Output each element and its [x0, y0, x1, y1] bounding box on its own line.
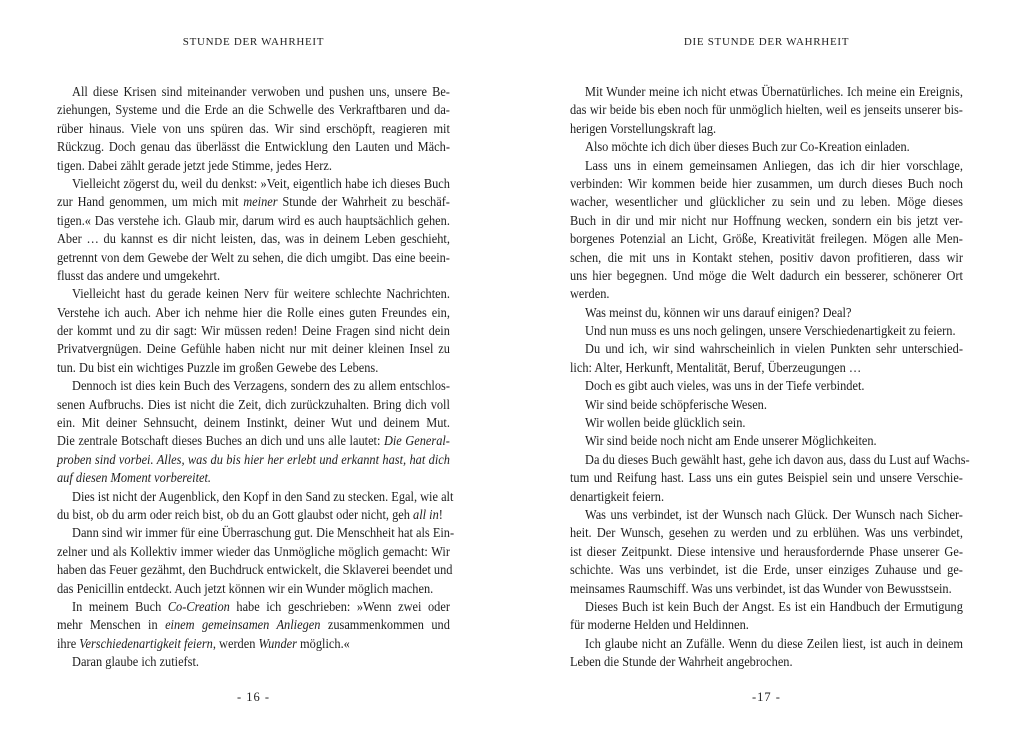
body-text: flusst das andere und umgekehrt.: [57, 268, 221, 284]
body-text: tigen.« Das verstehe ich. Glaub mir, darum wird es auch hauptsächlich gehen.: [57, 213, 450, 229]
text-line: [570, 415, 963, 433]
text-line: [57, 433, 450, 451]
text-line: [57, 176, 450, 194]
text-line: [570, 121, 963, 139]
text-line: [570, 636, 963, 654]
page-number-right: -17 -: [752, 690, 781, 704]
body-text: tum und Reifung hast. Lass uns ein gutes Beispiel sein und unsere Verschie-: [570, 471, 963, 487]
text-line: [57, 121, 450, 139]
text-line: [570, 562, 963, 580]
paragraph: [57, 654, 450, 672]
text-block-left: [57, 84, 455, 673]
body-text: das wir beide bis eben noch für unmöglich hielten, weil es jenseits unserer bis-: [570, 103, 963, 119]
body-text: für moderne Helden und Heldinnen.: [570, 618, 749, 634]
text-line: [570, 305, 963, 323]
text-line: [57, 84, 450, 102]
italic-text: all in: [413, 507, 439, 523]
text-line: [57, 636, 450, 654]
text-line: [57, 158, 450, 176]
body-text: Was uns verbindet, ist der Wunsch nach Glück. Der Wunsch nach Sicher-: [585, 507, 963, 523]
paragraph: [570, 139, 963, 157]
text-line: [57, 599, 450, 617]
body-text: ist dieser Zeitpunkt. Diese intensive und herausfordernde Phase unserer Ge-: [570, 544, 963, 560]
text-line: [57, 581, 450, 599]
body-text: du bist, ob du arm oder reich bist, ob du an Gott glaubst oder nicht, geh: [57, 507, 414, 523]
body-text: werden.: [570, 287, 610, 303]
body-text: senen Aufbruchs. Dies ist nicht die Zeit, dich zurückzuhalten. Bring dich voll: [57, 397, 450, 413]
italic-text: Die General-: [383, 434, 450, 450]
paragraph: [570, 507, 963, 599]
italic-text: Wunder: [258, 636, 297, 652]
paragraph: [57, 84, 450, 176]
body-text: denartigkeit feiern.: [570, 489, 665, 505]
text-line: [570, 452, 970, 470]
body-text: Dies ist nicht der Augenblick, den Kopf in den Sand zu stecken. Egal, wie alt: [72, 489, 454, 505]
body-text: Dieses Buch ist kein Buch der Angst. Es ist ein Handbuch der Ermutigung: [585, 599, 963, 615]
paragraph: [570, 378, 963, 396]
body-text: habe ich geschrieben: »Wenn zwei oder: [229, 599, 450, 615]
body-text: , werden: [212, 636, 259, 652]
paragraph: [570, 636, 963, 673]
italic-text: meiner: [243, 195, 278, 211]
text-line: [570, 250, 963, 268]
paragraph: [570, 433, 963, 451]
text-line: [57, 617, 450, 635]
paragraph: [570, 305, 963, 323]
body-text: lich: Alter, Herkunft, Mentalität, Beruf, Überzeugungen …: [570, 360, 862, 376]
body-text: ihre: [57, 636, 80, 652]
text-line: [570, 194, 963, 212]
text-line: [57, 341, 450, 359]
text-line: [57, 213, 450, 231]
text-line: [57, 194, 450, 212]
italic-text: Co-Creation: [167, 599, 230, 615]
paragraph: [57, 286, 450, 378]
text-line: [570, 139, 963, 157]
body-text: Verstehe ich auch. Aber ich nehme hier die Rolle eines guten Freundes ein,: [57, 305, 450, 321]
text-line: [570, 378, 963, 396]
body-text: Rückzug. Doch genau das überlässt die Entwicklung den Lauten und Mäch-: [57, 140, 450, 156]
paragraph: [57, 525, 455, 599]
text-line: [57, 102, 450, 120]
body-text: In meinem Buch: [72, 599, 168, 615]
text-line: [57, 654, 450, 672]
body-text: Aber … du kannst es dir nicht leisten, das, was in deinem Leben geschieht,: [57, 232, 450, 248]
running-head-left: STUNDE DER WAHRHEIT: [182, 36, 325, 48]
body-text: Daran glaube ich zutiefst.: [72, 655, 200, 671]
body-text: heit. Der Wunsch, gesehen zu werden und zu erblühen. Was uns verbindet,: [570, 526, 963, 542]
italic-text: proben sind vorbei. Alles, was du bis hier her erlebt und erkannt hast, hat dich: [57, 452, 450, 468]
text-line: [57, 489, 454, 507]
paragraph: [57, 378, 450, 488]
paragraph: [570, 158, 963, 305]
text-line: [570, 158, 963, 176]
body-text: schen, die mit uns in Kontakt stehen, positiv davon profitieren, dass wir: [570, 250, 963, 266]
body-text: Leben die Stunde der Wahrheit angebrochen.: [570, 655, 793, 671]
text-line: [570, 654, 963, 672]
text-line: [57, 525, 455, 543]
text-line: [570, 176, 963, 194]
text-line: [570, 231, 963, 249]
body-text: schichte. Was uns verbindet, ist die Erde, unser einziges Zuhause und ge-: [570, 563, 963, 579]
text-line: [57, 507, 450, 525]
running-head-right: DIE STUNDE DER WAHRHEIT: [683, 36, 850, 48]
body-text: Ich glaube nicht an Zufälle. Wenn du diese Zeilen liest, ist auch in deinem: [585, 636, 963, 652]
body-text: zelner und als Kollektiv immer wieder das Unmögliche möglich gemacht: Wir: [57, 544, 450, 560]
text-line: [57, 139, 450, 157]
text-line: [57, 378, 450, 396]
text-line: [57, 544, 450, 562]
body-text: Also möchte ich dich über dieses Buch zur Co-Kreation einladen.: [585, 140, 910, 156]
body-text: Stunde der Wahrheit zu beschäf-: [277, 195, 450, 211]
text-line: [57, 415, 450, 433]
text-line: [57, 250, 450, 268]
text-line: [57, 323, 450, 341]
paragraph: [570, 84, 963, 139]
body-text: Was meinst du, können wir uns darauf einigen? Deal?: [585, 305, 852, 321]
text-line: [570, 397, 963, 415]
body-text: Dann sind wir immer für eine Überraschung gut. Die Menschheit hat als Ein-: [72, 526, 455, 542]
body-text: Da du dieses Buch gewählt hast, gehe ich davon aus, dass du Lust auf Wachs-: [585, 452, 970, 468]
text-line: [57, 268, 450, 286]
body-text: herigen Vorstellungskraft lag.: [570, 121, 717, 137]
italic-text: auf diesen Moment vorbereitet.: [57, 471, 212, 487]
body-text: uns hier begegnen. Und möge die Welt dadurch ein besserer, schönerer Ort: [570, 268, 963, 284]
body-text: Privatvergnügen. Deine Gefühle haben nicht nur mit deiner kleinen Insel zu: [57, 342, 450, 358]
text-line: [570, 489, 963, 507]
body-text: möglich.«: [296, 636, 350, 652]
text-block-right: [570, 84, 970, 673]
body-text: zusammenkommen und: [320, 618, 450, 634]
body-text: Und nun muss es uns noch gelingen, unsere Verschiedenartigkeit zu feiern.: [585, 324, 956, 340]
paragraph: [570, 452, 970, 507]
italic-text: Verschiedenartigkeit feiern: [79, 636, 213, 652]
paragraph: [570, 599, 963, 636]
body-text: Lass uns in einem gemeinsamen Anliegen, das ich dir hier vorschlage,: [585, 158, 963, 174]
paragraph: [570, 415, 963, 433]
body-text: borgenes Potenzial an Licht, Größe, Kreativität freilegen. Mögen alle Men-: [570, 232, 963, 248]
paragraph: [57, 176, 450, 286]
text-line: [570, 268, 963, 286]
body-text: mehr Menschen in: [57, 618, 166, 634]
italic-text: einem gemeinsamen Anliegen: [165, 618, 321, 634]
text-line: [57, 452, 450, 470]
text-line: [57, 470, 450, 488]
text-line: [570, 360, 963, 378]
body-text: wacher, wesentlicher und glücklicher zu sein und zu leben. Möge dieses: [570, 195, 963, 211]
body-text: getrennt von dem Gewebe der Welt zu sehen, die dich umgibt. Das eine beein-: [57, 250, 450, 266]
body-text: zur Hand genommen, um mich mit: [57, 195, 244, 211]
text-line: [570, 286, 963, 304]
body-text: Die zentrale Botschaft dieses Buches an dich und uns alle lautet:: [57, 434, 384, 450]
body-text: Vielleicht hast du gerade keinen Nerv für weitere schlechte Nachrichten.: [72, 287, 450, 303]
body-text: das Penicillin entdeckt. Auch jetzt können wir ein Wunder möglich machen.: [57, 581, 434, 597]
text-line: [570, 599, 963, 617]
body-text: Buch in dir und mir nicht nur Hoffnung wecken, sondern ein bis jetzt ver-: [570, 213, 963, 229]
text-line: [570, 341, 963, 359]
text-line: [57, 397, 450, 415]
body-text: !: [438, 507, 443, 523]
body-text: Wir wollen beide glücklich sein.: [585, 416, 746, 432]
paragraph: [570, 397, 963, 415]
body-text: tigen. Dabei zählt gerade jetzt jede Stimme, jedes Herz.: [57, 158, 332, 174]
body-text: haben das Feuer gezähmt, den Buchdruck entwickelt, die Sklaverei beendet und: [57, 563, 453, 579]
text-line: [570, 213, 963, 231]
text-line: [570, 525, 963, 543]
body-text: der kommt und zu dir sagt: Wir müssen reden! Deine Fragen sind nicht dein: [57, 324, 450, 340]
text-line: [57, 562, 453, 580]
text-line: [570, 544, 963, 562]
text-line: [570, 323, 963, 341]
text-line: [57, 231, 450, 249]
paragraph: [57, 489, 454, 526]
body-text: Vielleicht zögerst du, weil du denkst: »Veit, eigentlich habe ich dieses Buch: [72, 176, 450, 192]
body-text: ziehungen, Systeme und die Erde an die Schwelle des Verkraftbaren und da-: [57, 103, 450, 119]
body-text: Mit Wunder meine ich nicht etwas Übernatürliches. Ich meine ein Ereignis,: [585, 85, 963, 100]
body-text: Wir sind beide noch nicht am Ende unserer Möglichkeiten.: [585, 434, 877, 450]
text-line: [570, 470, 963, 488]
text-line: [570, 102, 963, 120]
text-line: [57, 360, 450, 378]
text-line: [570, 581, 963, 599]
body-text: meinsames Raumschiff. Was uns verbindet, ist das Wunder von Bewusstsein.: [570, 581, 952, 597]
text-line: [570, 433, 963, 451]
body-text: Du und ich, wir sind wahrscheinlich in vielen Punkten sehr unterschied-: [585, 342, 963, 358]
page-right: [510, 0, 1020, 738]
body-text: ein. Mit deiner Sehnsucht, deinem Instinkt, deiner Wut und deinem Mut.: [57, 416, 450, 432]
body-text: rüber hinaus. Viele von uns spüren das. Wir sind erschöpft, reagieren mit: [57, 121, 450, 137]
text-line: [57, 286, 450, 304]
body-text: Wir sind beide schöpferische Wesen.: [585, 397, 767, 413]
text-line: [570, 617, 963, 635]
body-text: tun. Du bist ein wichtiges Puzzle im großen Gewebe des Lebens.: [57, 360, 379, 376]
body-text: All diese Krisen sind miteinander verwoben und pushen uns, unsere Be-: [72, 85, 450, 100]
paragraph: [570, 341, 963, 378]
body-text: verbinden: Wir kommen beide hier zusammen, um durch dieses Buch noch: [570, 176, 963, 192]
body-text: Dennoch ist dies kein Buch des Verzagens, sondern des zu allem entschlos-: [72, 379, 450, 395]
text-line: [570, 84, 963, 102]
paragraph: [570, 323, 963, 341]
paragraph: [57, 599, 450, 654]
body-text: Doch es gibt auch vieles, was uns in der Tiefe verbindet.: [585, 379, 865, 395]
page-number-left: - 16 -: [236, 690, 271, 704]
text-line: [570, 507, 963, 525]
text-line: [57, 305, 450, 323]
